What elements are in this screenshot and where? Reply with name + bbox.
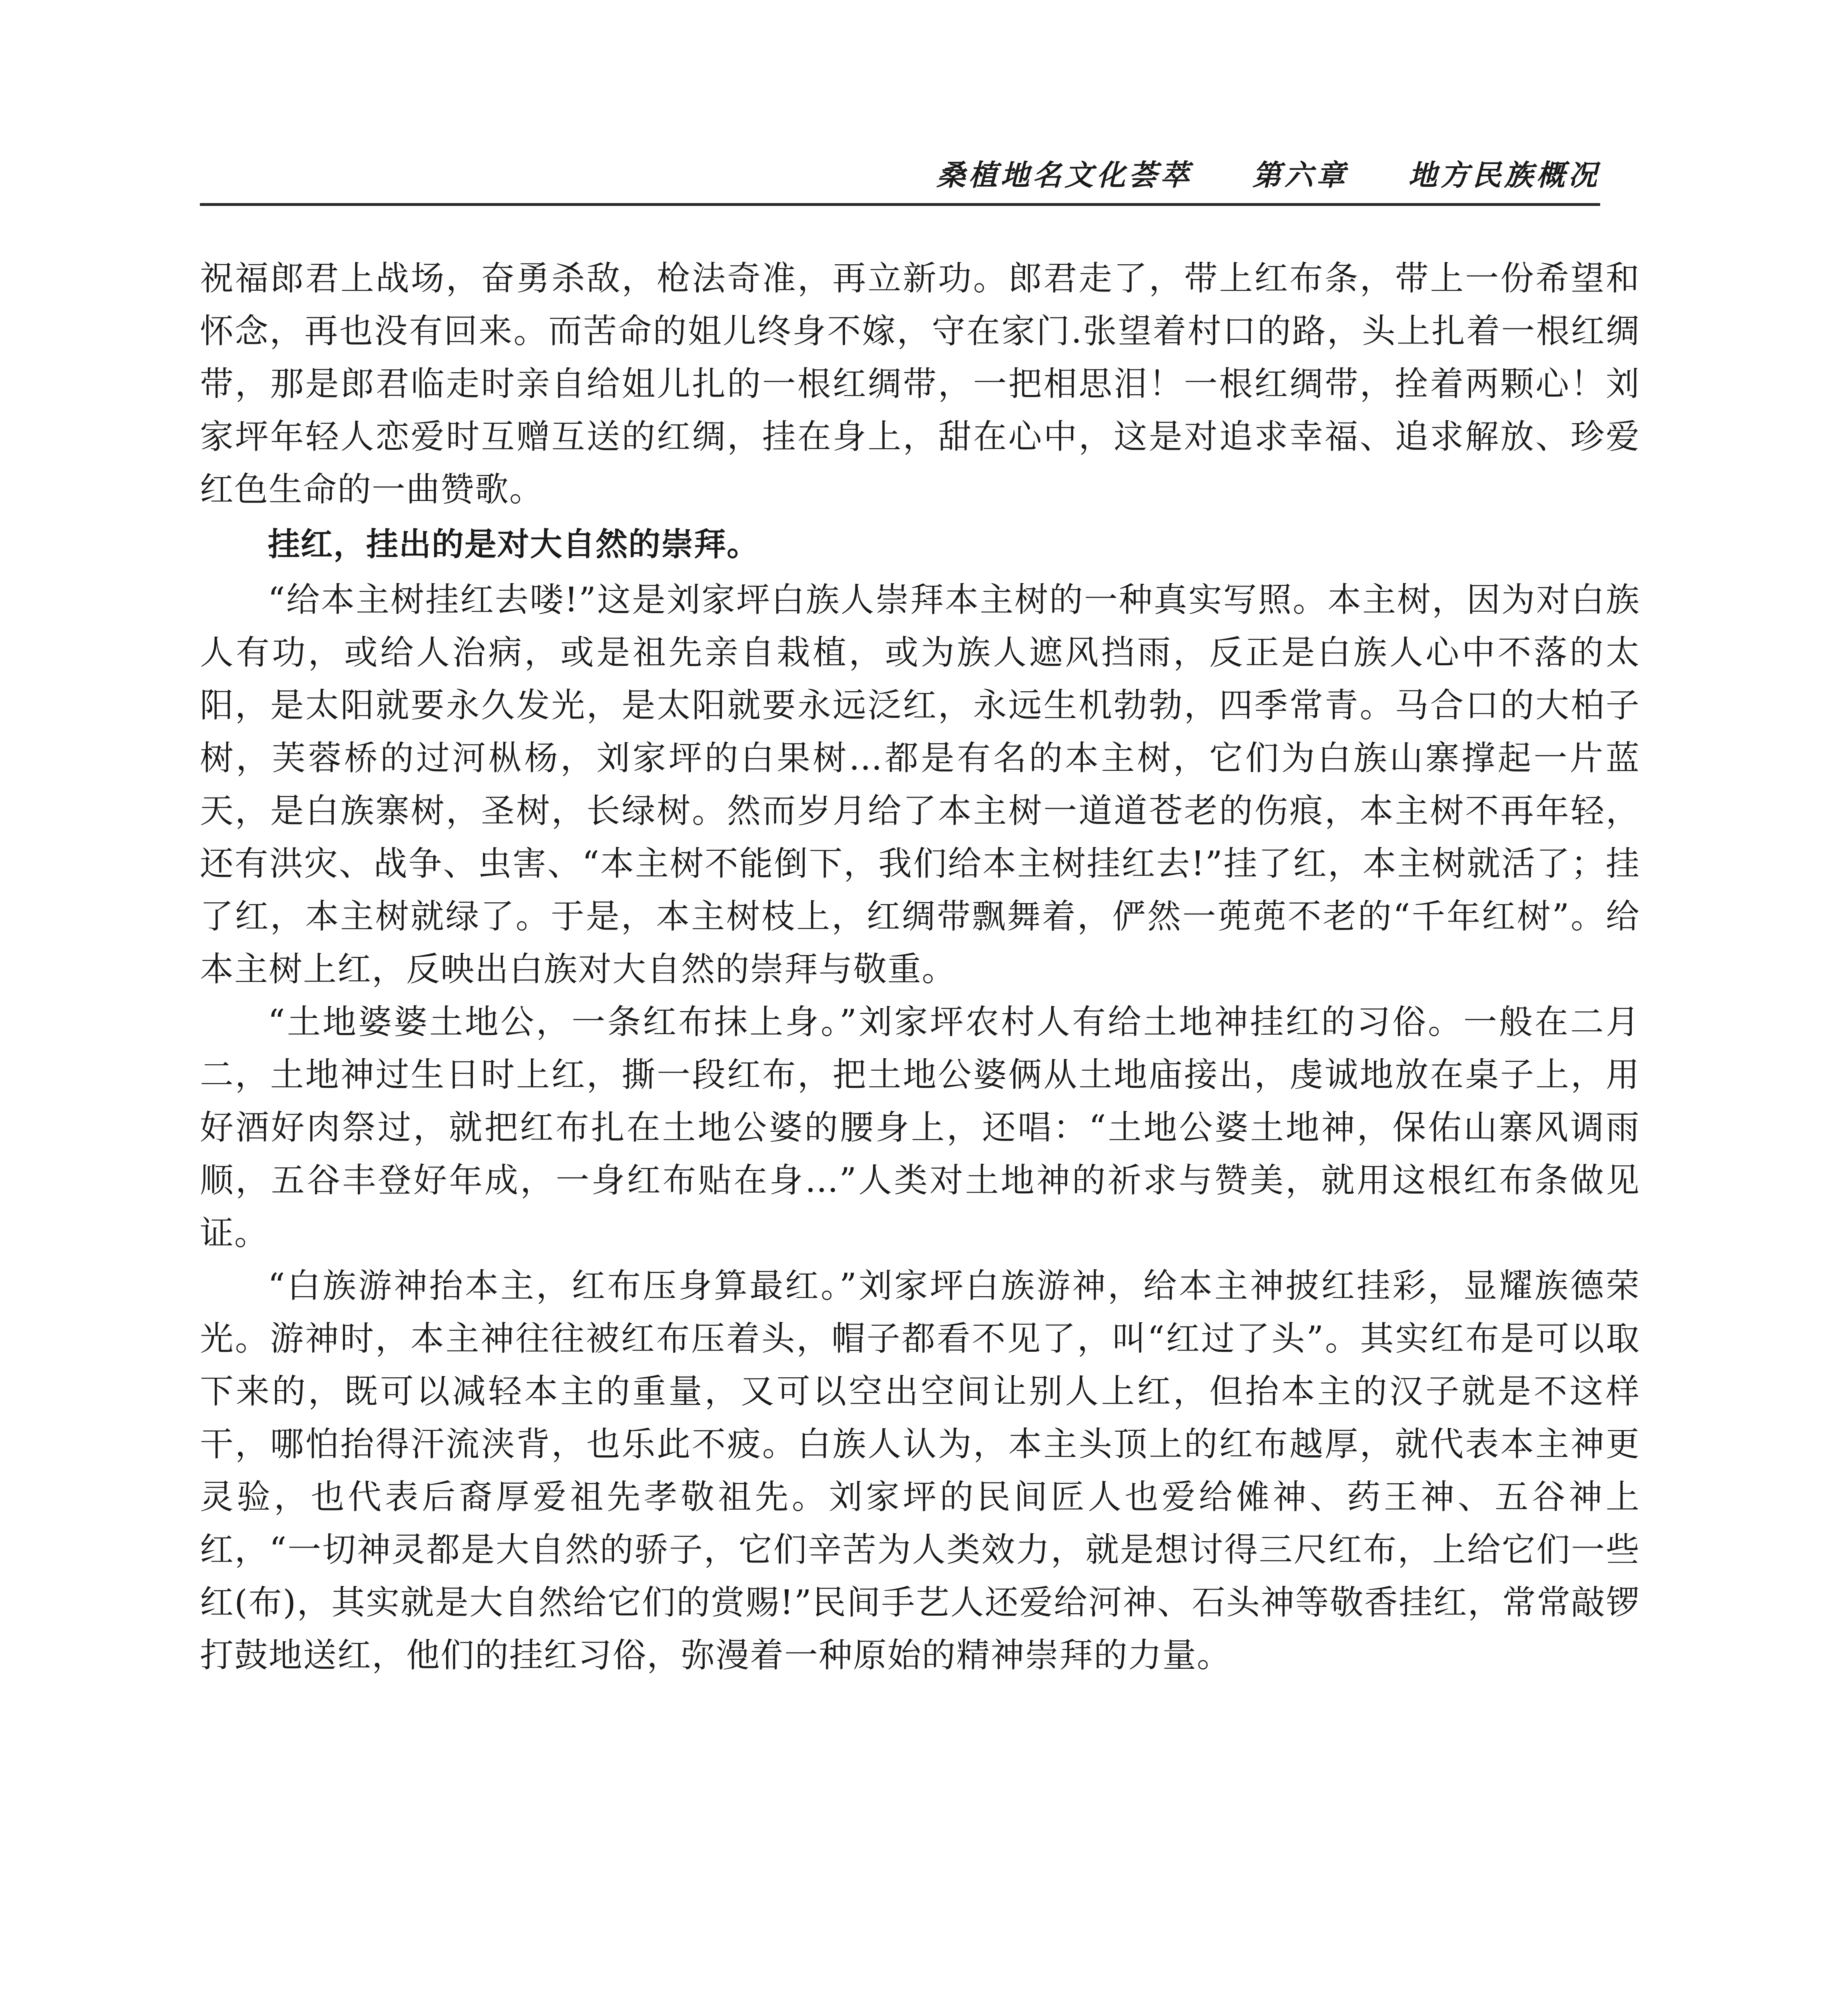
chapter-label: 第六章 <box>1252 158 1348 192</box>
paragraph: “土地婆婆土地公，一条红布抹上身。”刘家坪农村人有给土地神挂红的习俗。一般在二月二，土地神过生日时上红，撕一段红布，把土地公婆俩从土地庙接出，虔诚地放在桌子上，用好酒好肉祭过，就把红布扎在土地公婆的腰身上，还唱：“土地公婆土地神，保佑山寨风调雨顺，五谷丰登好年成，一身红布贴在身…”人类对土地神的祈求与赞美，就用这根红布条做见证。 <box>200 1002 1640 1253</box>
section-heading: 挂红，挂出的是对大自然的崇拜。 <box>268 526 760 563</box>
header-rule <box>200 203 1600 206</box>
book-title: 桑植地名文化荟萃 <box>936 158 1192 192</box>
paragraph: “白族游神抬本主，红布压身算最红。”刘家坪白族游神，给本主神披红挂彩，显耀族德荣光。游神时，本主神往往被红布压着头，帽子都看不见了，叫“红过了头”。其实红布是可以取下来的，既可以减轻本主的重量，又可以空出空间让别人上红，但抬本主的汉子就是不这样干，哪怕抬得汗流浃背，也乐此不疲。白族人认为，本主头顶上的红布越厚，就代表本主神更灵验，也代表后裔厚爱祖先孝敬祖先。刘家坪的民间匠人也爱给傩神、药王神、五谷神上红，“一切神灵都是大自然的骄子，它们辛苦为人类效力，就是想讨得三尺红布，上给它们一些红(布)，其实就是大自然给它们的赏赐!”民间手艺人还爱给河神、石头神等敬香挂红，常常敲锣打鼓地送红，他们的挂红习俗，弥漫着一种原始的精神崇拜的力量。 <box>200 1266 1640 1675</box>
section-title: 地方民族概况 <box>1408 158 1600 192</box>
paragraph: “给本主树挂红去喽!”这是刘家坪白族人崇拜本主树的一种真实写照。本主树，因为对白族人有功，或给人治病，或是祖先亲自栽植，或为族人遮风挡雨，反正是白族人心中不落的太阳，是太阳就要永久发光，是太阳就要永远泛红，永远生机勃勃，四季常青。马合口的大柏子树，芙蓉桥的过河枞杨，刘家坪的白果树…都是有名的本主树，它们为白族山寨撑起一片蓝天，是白族寨树，圣树，长绿树。然而岁月给了本主树一道道苍老的伤痕，本主树不再年轻，还有洪灾、战争、虫害、“本主树不能倒下，我们给本主树挂红去!”挂了红，本主树就活了；挂了红，本主树就绿了。于是，本主树枝上，红绸带飘舞着，俨然一蔸蔸不老的“千年红树”。给本主树上红，反映出白族对大自然的崇拜与敬重。 <box>200 580 1640 989</box>
paragraph-continuation: 祝福郎君上战场，奋勇杀敌，枪法奇准，再立新功。郎君走了，带上红布条，带上一份希望和怀念，再也没有回来。而苦命的姐儿终身不嫁，守在家门.张望着村口的路，头上扎着一根红绸带，那是郎君临走时亲自给姐儿扎的一根红绸带，一把相思泪！一根红绸带，拴着两颗心！刘家坪年轻人恋爱时互赠互送的红绸，挂在身上，甜在心中，这是对追求幸福、追求解放、珍爱红色生命的一曲赞歌。 <box>200 259 1640 509</box>
body-text <box>200 252 1640 1682</box>
running-head <box>200 152 1600 194</box>
